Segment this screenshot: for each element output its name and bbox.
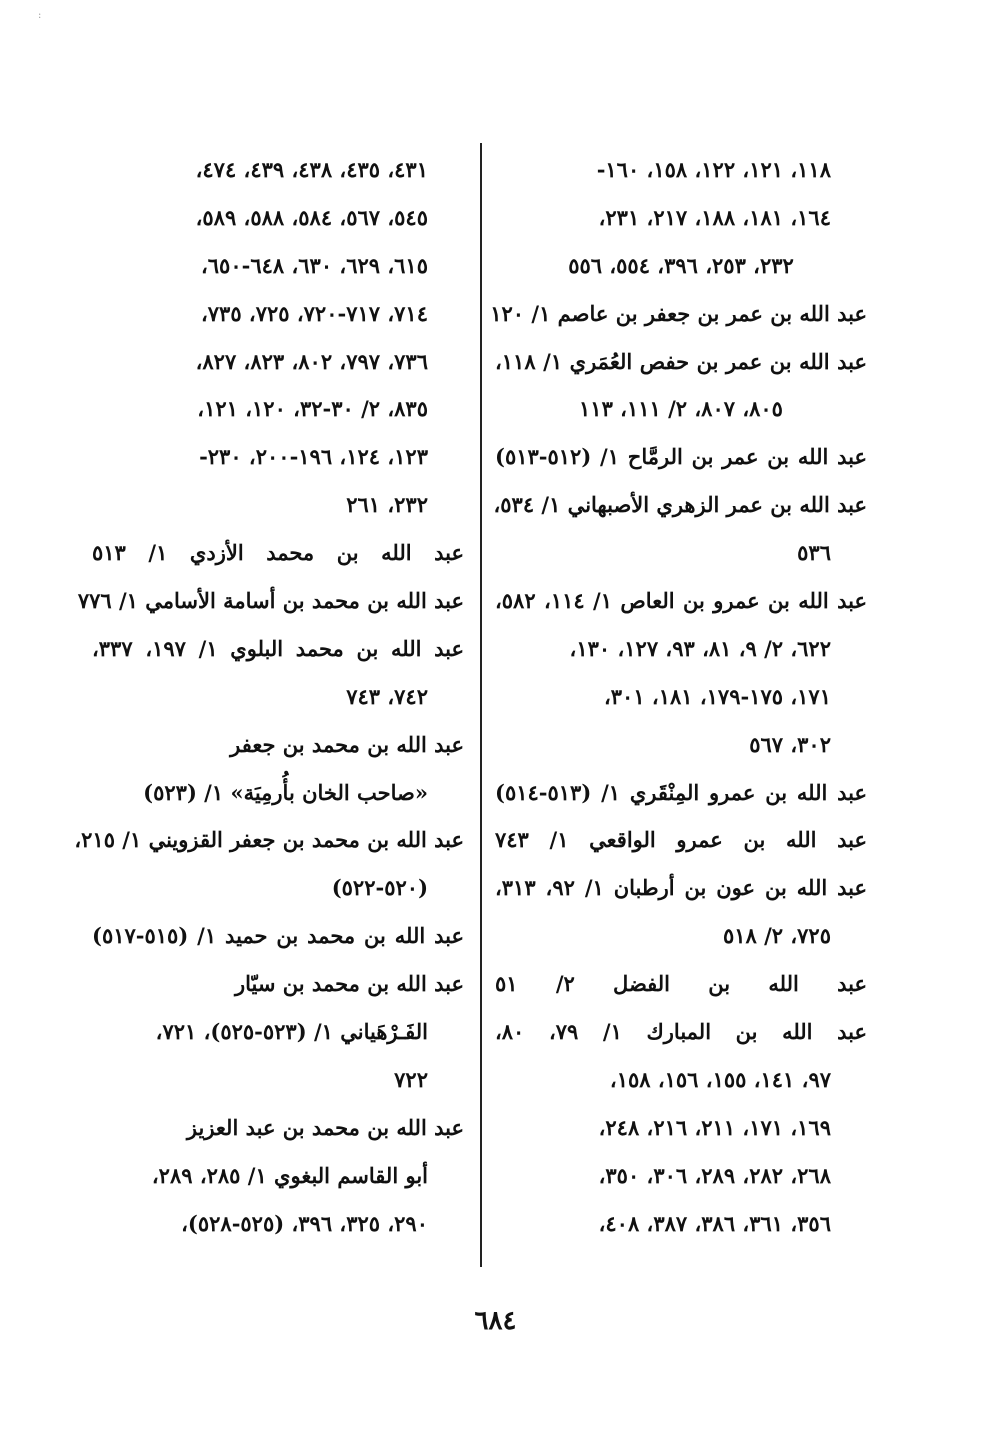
left-column [74, 146, 465, 1247]
index-entry: عبد الله بن عمر بن حفص العُمَري ١/ ١١٨، [495, 348, 868, 374]
corner-mark: : [38, 10, 42, 21]
index-line: ٧٢٢ [394, 1066, 428, 1092]
index-line: ٥٤٥، ٥٦٧، ٥٨٤، ٥٨٨، ٥٨٩، [195, 204, 428, 230]
index-line: «صاحب الخان بأُرمِيَة» ١/ (٥٢٣) [143, 779, 428, 805]
index-line: ٧٣٦، ٧٩٧، ٨٠٢، ٨٢٣، ٨٢٧، [195, 348, 428, 374]
index-entry: عبد الله بن محمد بن أسامة الأسامي ١/ ٧٧٦ [77, 588, 464, 614]
index-entry: عبد الله بن المبارك ١/ ٧٩، ٨٠، [495, 1019, 868, 1045]
index-line: ٧٤٢، ٧٤٣ [346, 683, 428, 709]
index-line: ٦١٥، ٦٢٩، ٦٣٠، ٦٤٨-٦٥٠، [201, 252, 428, 278]
index-entry: عبد الله بن محمد الأزدي ١/ ٥١٣ [92, 540, 464, 566]
index-line: الفَـرْهَياني ١/ (٥٢٣-٥٢٥)، ٧٢١، [155, 1019, 428, 1045]
index-line: أبو القاسم البغوي ١/ ٢٨٥، ٢٨٩، [151, 1162, 428, 1188]
index-entry: عبد الله بن عمرو بن العاص ١/ ١١٤، ٥٨٢، [495, 588, 867, 614]
index-line: ٢٣٢، ٢٦١ [346, 492, 428, 518]
page-number: ٦٨٤ [474, 1306, 517, 1336]
index-entry: عبد الله بن عون بن أرطبان ١/ ٩٢، ٣١٣، [495, 875, 868, 901]
index-line: (٥٢٠-٥٢٢) [331, 875, 428, 901]
index-entry: عبد الله بن عمر الزهري الأصبهاني ١/ ٥٣٤، [493, 492, 867, 518]
index-line: ٣٠٢، ٥٦٧ [749, 731, 831, 757]
index-entry: عبد الله بن محمد بن جعفر [230, 731, 464, 757]
index-entry: عبد الله بن الفضل ٢/ ٥١ [495, 971, 867, 997]
index-entry: عبد الله بن محمد بن جعفر القزويني ١/ ٢١٥، [74, 827, 464, 853]
index-entry: عبد الله بن محمد بن سيّار [235, 971, 464, 997]
index-entry: عبد الله بن عمر بن جعفر بن عاصم ١/ ١٢٠ [490, 300, 867, 326]
index-entry: عبد الله بن محمد البلوي ١/ ١٩٧، ٣٣٧، [92, 635, 465, 661]
column-divider [480, 143, 482, 1267]
index-entry: عبد الله بن محمد بن حميد ١/ (٥١٥-٥١٧) [92, 923, 465, 949]
index-line: ٤٣١، ٤٣٥، ٤٣٨، ٤٣٩، ٤٧٤، [195, 157, 428, 182]
index-line: ١٢٣، ١٢٤، ١٩٦-٢٠٠، ٢٣٠- [199, 444, 428, 470]
index-line: ٨٣٥، ٢/ ٣٠-٣٢، ١٢٠، ١٢١، [197, 396, 428, 422]
index-entry: عبد الله بن عمرو المِنْقَري ١/ (٥١٣-٥١٤) [495, 779, 867, 805]
index-line: ٩٧، ١٤١، ١٥٥، ١٥٦، ١٥٨، [609, 1066, 831, 1092]
index-line: ٢٦٨، ٢٨٢، ٢٨٩، ٣٠٦، ٣٥٠، [598, 1162, 831, 1188]
index-line: ١٧١، ١٧٥-١٧٩، ١٨١، ٣٠١، [604, 683, 831, 709]
index-line: ١٦٤، ١٨١، ١٨٨، ٢١٧، ٢٣١، [598, 204, 831, 230]
index-entry: عبد الله بن عمر بن الرمَّاح ١/ (٥١٢-٥١٣) [495, 444, 867, 470]
index-entry: عبد الله بن محمد بن عبد العزيز [186, 1114, 464, 1140]
index-line: ٣٥٦، ٣٦١، ٣٨٦، ٣٨٧، ٤٠٨، [598, 1210, 831, 1236]
index-line: ٦٢٢، ٢/ ٩، ٨١، ٩٣، ١٢٧، ١٣٠، [569, 635, 831, 661]
index-line: ١١٨، ١٢١، ١٢٢، ١٥٨، ١٦٠- [596, 157, 831, 182]
index-line: ٧٢٥، ٢/ ٥١٨ [722, 923, 831, 949]
index-line: ٨٠٥، ٨٠٧، ٢/ ١١١، ١١٣ [579, 396, 783, 422]
right-column [490, 146, 868, 1247]
index-line: ٢٩٠، ٣٢٥، ٣٩٦، (٥٢٥-٥٢٨)، [181, 1210, 428, 1236]
index-line: ٥٣٦ [797, 540, 831, 566]
index-line: ٧١٤، ٧١٧-٧٢٠، ٧٢٥، ٧٣٥، [201, 300, 428, 326]
index-entry: عبد الله بن عمرو الواقعي ١/ ٧٤٣ [495, 827, 867, 853]
index-line: ١٦٩، ١٧١، ٢١١، ٢١٦، ٢٤٨، [598, 1114, 831, 1140]
index-line: ٢٣٢، ٢٥٣، ٣٩٦، ٥٥٤، ٥٥٦ [568, 252, 794, 278]
